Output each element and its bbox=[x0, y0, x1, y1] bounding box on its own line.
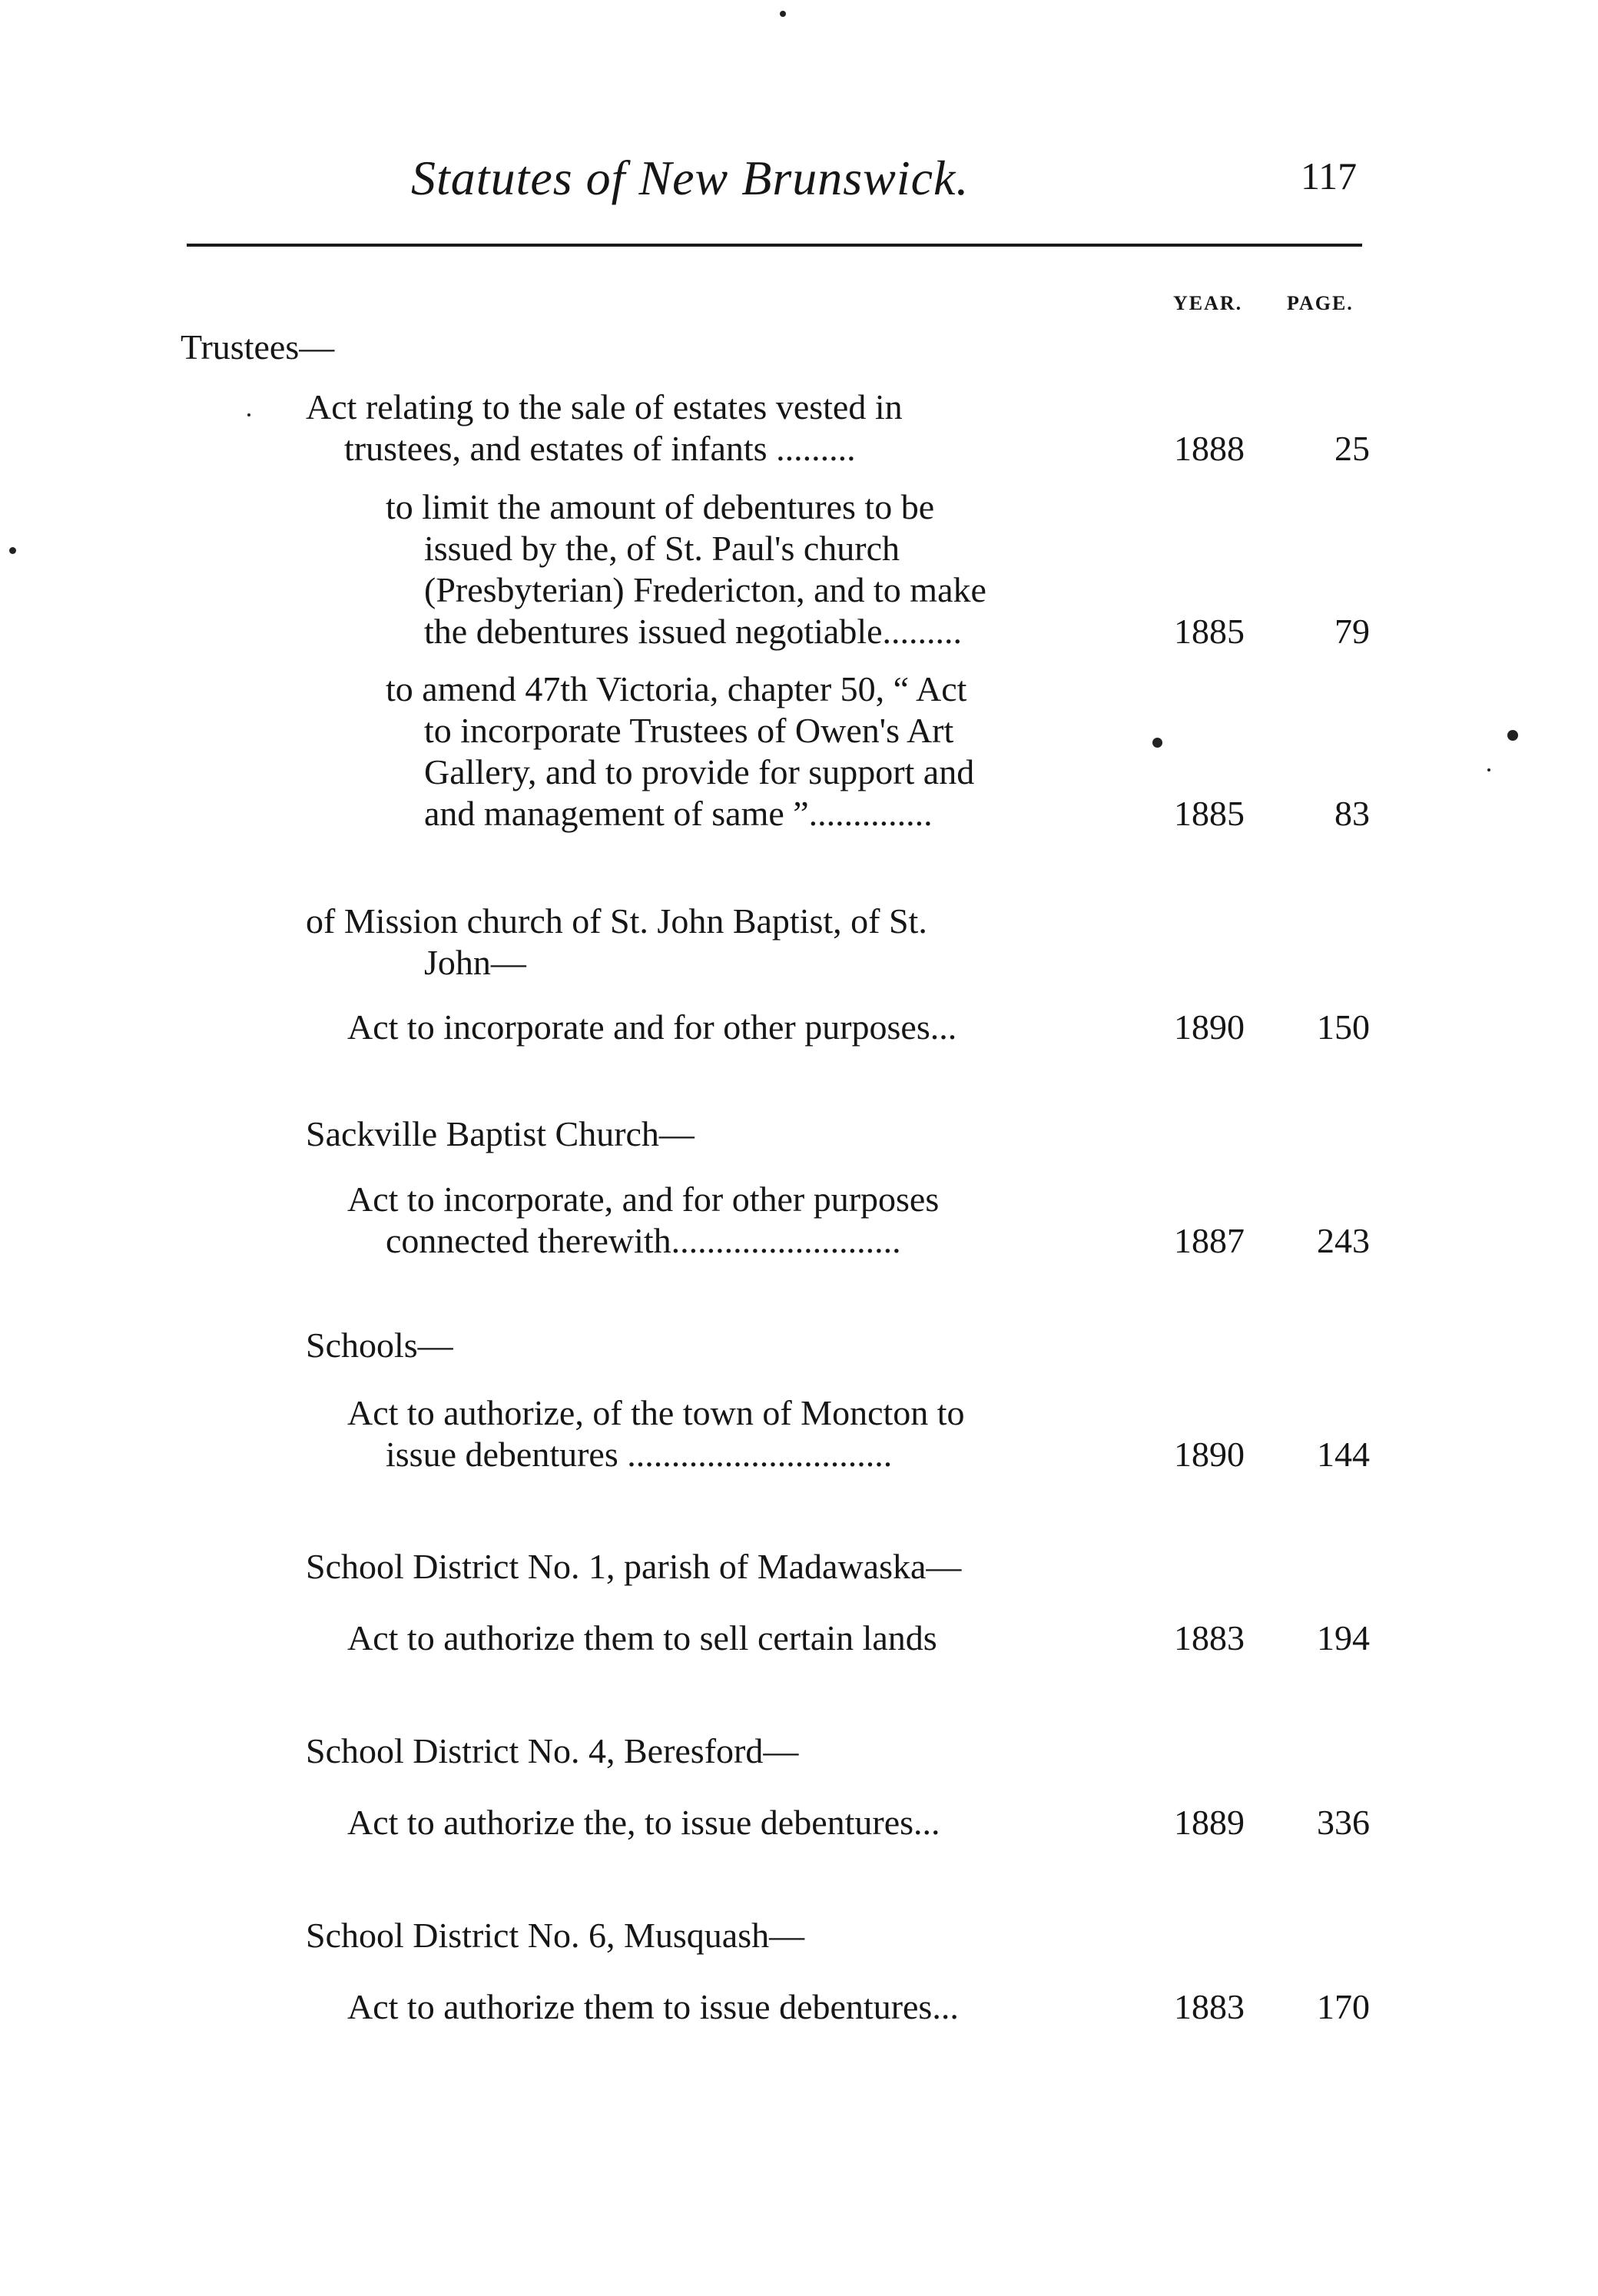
scan-speck bbox=[1507, 730, 1518, 741]
section-heading-school-district-4: School District No. 4, Beresford— bbox=[306, 1731, 799, 1770]
entry-line: connected therewith.......................... bbox=[386, 1221, 901, 1260]
entry-year: 1888 bbox=[1174, 429, 1245, 468]
section-heading-trustees: Trustees— bbox=[181, 327, 335, 367]
entry-line: issue debentures .............................. bbox=[386, 1435, 893, 1474]
entry-line: Act to authorize them to sell certain lands bbox=[347, 1618, 937, 1657]
section-heading-schools: Schools— bbox=[306, 1326, 453, 1365]
entry-year: 1890 bbox=[1174, 1007, 1245, 1047]
section-heading-school-district-1: School District No. 1, parish of Madawaska— bbox=[306, 1547, 962, 1586]
entry-line: Act to authorize them to issue debentures... bbox=[347, 1987, 959, 2026]
scan-speck bbox=[780, 11, 786, 17]
entry-year: 1885 bbox=[1174, 794, 1245, 833]
column-heading-year: YEAR. bbox=[1173, 292, 1243, 314]
column-heading-page: PAGE. bbox=[1287, 292, 1354, 314]
entry-line: to incorporate Trustees of Owen's Art bbox=[424, 711, 954, 750]
entry-page: 336 bbox=[1317, 1803, 1370, 1842]
entry-page: 243 bbox=[1317, 1221, 1370, 1260]
entry-year: 1883 bbox=[1174, 1618, 1245, 1657]
scan-speck bbox=[1487, 768, 1490, 771]
entry-line: Act to authorize the, to issue debentures... bbox=[347, 1803, 940, 1842]
header-rule bbox=[187, 244, 1362, 247]
scan-speck bbox=[1152, 738, 1162, 748]
entry-line: to limit the amount of debentures to be bbox=[386, 487, 935, 526]
entry-line: to amend 47th Victoria, chapter 50, “ Act bbox=[386, 669, 967, 708]
entry-line: and management of same ”.............. bbox=[424, 794, 933, 833]
entry-page: 170 bbox=[1317, 1987, 1370, 2026]
entry-line: Act to incorporate, and for other purposes bbox=[347, 1180, 940, 1219]
running-header-title: Statutes of New Brunswick. bbox=[411, 151, 970, 205]
entry-page: 25 bbox=[1334, 429, 1370, 468]
entry-page: 83 bbox=[1334, 794, 1370, 833]
entry-line: the debentures issued negotiable......... bbox=[424, 612, 963, 651]
entry-line: trustees, and estates of infants ......... bbox=[344, 429, 856, 468]
entry-page: 150 bbox=[1317, 1007, 1370, 1047]
entry-line: Act to authorize, of the town of Moncton to bbox=[347, 1393, 965, 1432]
entry-page: 144 bbox=[1317, 1435, 1370, 1474]
entry-line: (Presbyterian) Fredericton, and to make bbox=[424, 570, 986, 609]
entry-line: issued by the, of St. Paul's church bbox=[424, 529, 900, 568]
entry-page: 79 bbox=[1334, 612, 1370, 651]
entry-year: 1883 bbox=[1174, 1987, 1245, 2026]
entry-year: 1885 bbox=[1174, 612, 1245, 651]
section-heading-continuation: John— bbox=[424, 943, 526, 982]
entry-year: 1890 bbox=[1174, 1435, 1245, 1474]
entry-line: Act relating to the sale of estates vested in bbox=[306, 387, 903, 426]
section-heading-mission-church: of Mission church of St. John Baptist, of St. bbox=[306, 901, 927, 941]
entry-page: 194 bbox=[1317, 1618, 1370, 1657]
section-heading-sackville: Sackville Baptist Church— bbox=[306, 1114, 695, 1153]
page-number: 117 bbox=[1301, 154, 1358, 197]
scan-speck bbox=[247, 413, 250, 416]
entry-line: Gallery, and to provide for support and bbox=[424, 752, 975, 791]
entry-line: Act to incorporate and for other purposes... bbox=[347, 1007, 957, 1047]
scan-speck bbox=[9, 547, 16, 554]
entry-year: 1887 bbox=[1174, 1221, 1245, 1260]
entry-year: 1889 bbox=[1174, 1803, 1245, 1842]
section-heading-school-district-6: School District No. 6, Musquash— bbox=[306, 1916, 805, 1955]
